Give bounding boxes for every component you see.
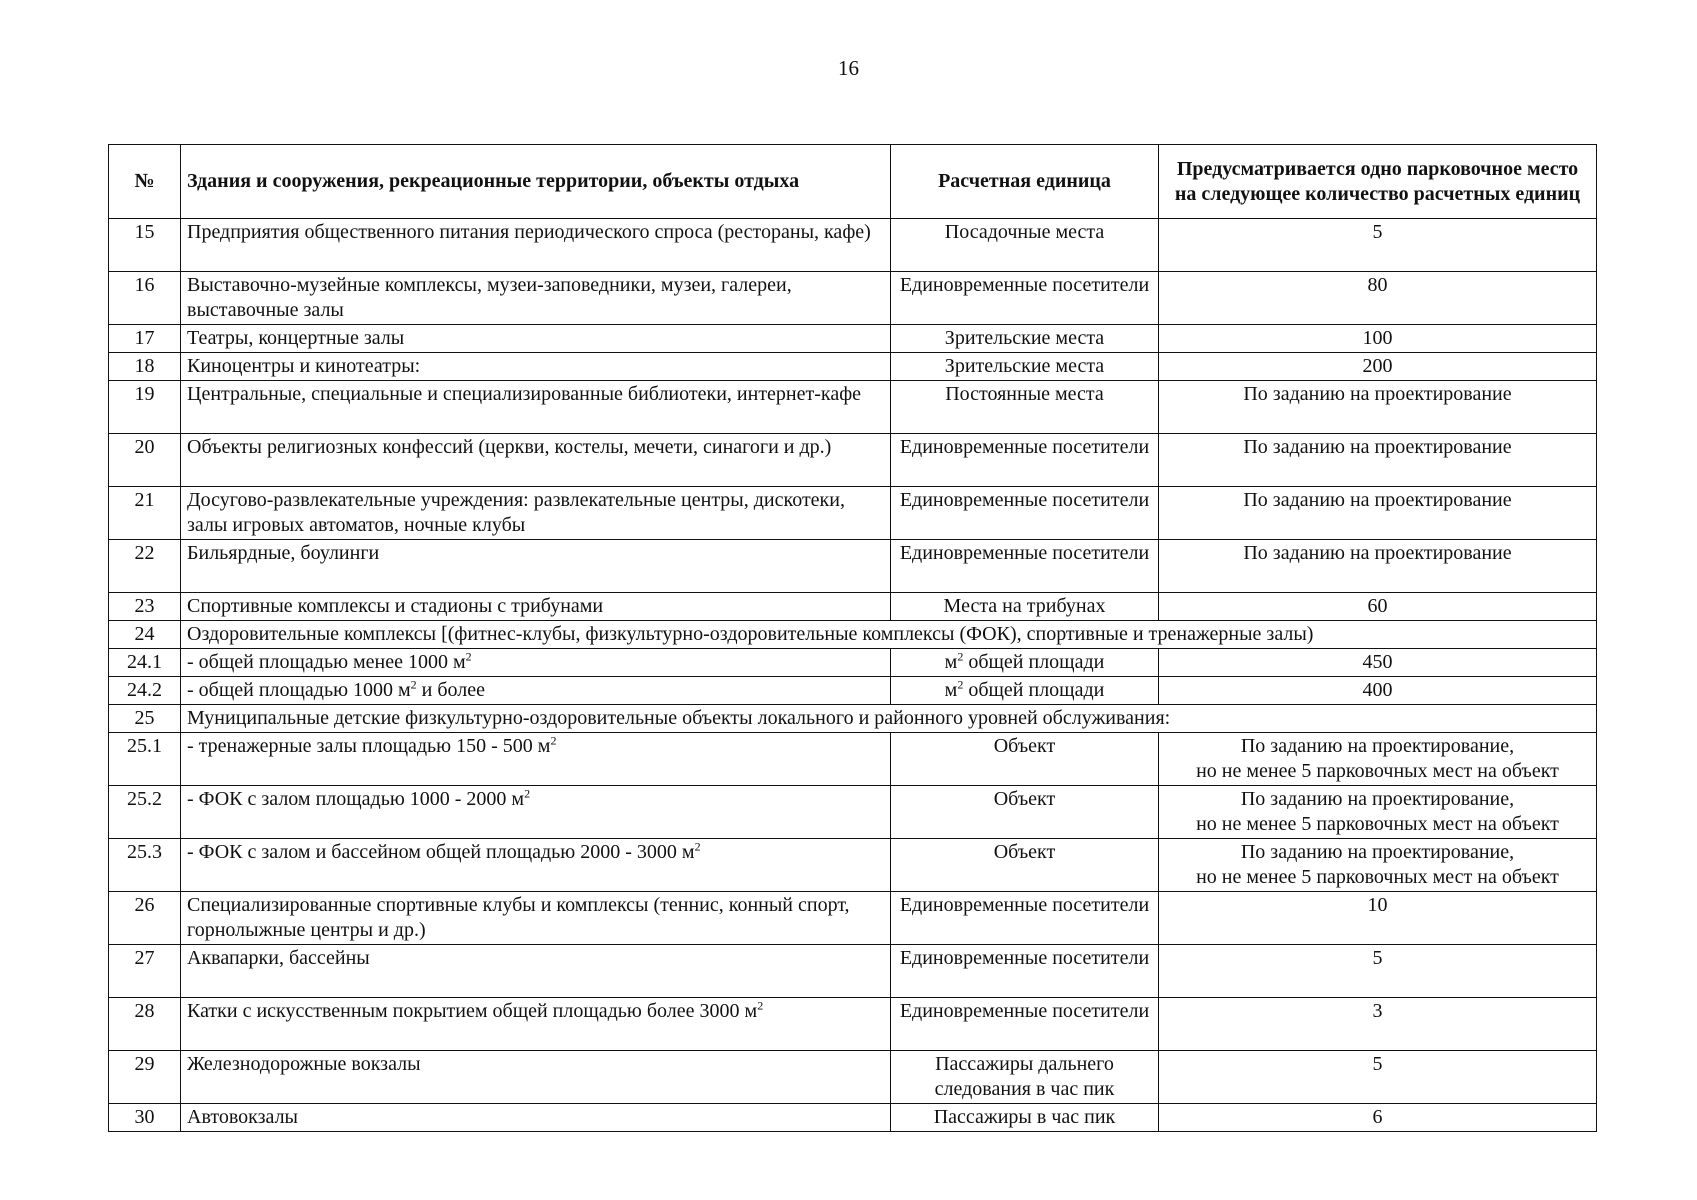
row-quantity: 10: [1367, 894, 1388, 916]
row-name: Досугово-развлекательные учреждения: развлекательные центры, дискотеки, залы игровых автоматов, ночные клубы: [187, 489, 845, 536]
row-number-cell: [109, 487, 181, 540]
row-number: 20: [134, 436, 155, 458]
row-unit: м: [944, 679, 958, 701]
row-unit-rest: общей площади: [963, 651, 1105, 673]
row-number: 29: [134, 1053, 155, 1075]
row-unit-cell: [891, 649, 1159, 677]
row-unit-cell: [891, 434, 1159, 487]
row-number: 24.2: [127, 679, 162, 701]
row-quantity-cell: [1159, 786, 1597, 839]
row-name: - общей площадью 1000 м: [187, 679, 411, 701]
row-name-cell: [181, 219, 891, 272]
row-name-cell: [181, 487, 891, 540]
row-unit: Единовременные посетители: [899, 1000, 1150, 1022]
row-number-cell: [109, 677, 181, 705]
row-number-cell: [109, 621, 181, 649]
row-number-cell: [109, 786, 181, 839]
row-quantity: 100: [1362, 327, 1393, 349]
row-quantity-cell: [1159, 998, 1597, 1051]
row-quantity: По заданию на проектирование: [1243, 383, 1512, 405]
header-name: Здания и сооружения, рекреационные территории, объекты отдыха: [181, 145, 891, 219]
parking-norms-table: [108, 144, 1597, 1132]
header-num: №: [109, 145, 181, 219]
row-quantity-cell: [1159, 540, 1597, 593]
row-unit-cell: [891, 540, 1159, 593]
row-number-cell: [109, 998, 181, 1051]
row-name-cell: [181, 649, 891, 677]
row-number-cell: [109, 272, 181, 325]
row-number-cell: [109, 839, 181, 892]
row-quantity: 60: [1367, 595, 1388, 617]
row-name: Предприятия общественного питания периодического спроса (рестораны, кафе): [187, 221, 871, 243]
row-unit-superscript: 2: [957, 649, 964, 664]
row-unit-cell: [891, 892, 1159, 945]
row-number-cell: [109, 540, 181, 593]
table-body: [109, 219, 1597, 1132]
row-name-cell: [181, 733, 891, 786]
row-name-cell: [181, 1051, 891, 1104]
row-unit: Пассажиры в час пик: [933, 1106, 1116, 1128]
row-unit-cell: [891, 733, 1159, 786]
row-quantity: 5: [1372, 947, 1383, 969]
row-name-cell: [181, 998, 891, 1051]
row-name: - тренажерные залы площадью 150 - 500 м: [187, 735, 551, 757]
row-unit: Единовременные посетители: [899, 894, 1150, 916]
row-unit-superscript: 2: [957, 677, 964, 692]
row-name-cell: [181, 381, 891, 434]
row-number: 25.3: [127, 841, 162, 863]
row-quantity-cell: [1159, 1051, 1597, 1104]
row-number-cell: [109, 219, 181, 272]
row-quantity-cell: [1159, 381, 1597, 434]
table-row: [109, 998, 1597, 1051]
row-name: - ФОК с залом площадью 1000 - 2000 м: [187, 788, 525, 810]
row-name-cell: [181, 621, 1597, 649]
row-unit-cell: [891, 1104, 1159, 1132]
row-unit: Единовременные посетители: [899, 274, 1150, 296]
row-quantity-cell: [1159, 649, 1597, 677]
row-number-cell: [109, 593, 181, 621]
row-number: 21: [134, 489, 155, 511]
table-row: [109, 1051, 1597, 1104]
row-unit: Объект: [993, 735, 1056, 757]
row-quantity-cell: [1159, 945, 1597, 998]
row-number: 18: [134, 355, 155, 377]
row-number: 15: [134, 221, 155, 243]
row-number-cell: [109, 381, 181, 434]
row-unit-cell: [891, 219, 1159, 272]
row-unit-cell: [891, 272, 1159, 325]
row-unit-cell: [891, 945, 1159, 998]
row-name-cell: [181, 434, 891, 487]
row-name: Киноцентры и кинотеатры:: [187, 355, 421, 377]
row-quantity-note: но не менее 5 парковочных мест на объект: [1196, 760, 1559, 782]
row-name-cell: [181, 353, 891, 381]
table-row: [109, 434, 1597, 487]
row-number: 25.1: [127, 735, 162, 757]
header-unit: Расчетная единица: [891, 145, 1159, 219]
table-row: [109, 839, 1597, 892]
row-number: 25.2: [127, 788, 162, 810]
row-unit: Зрительские места: [944, 327, 1105, 349]
row-quantity: По заданию на проектирование,: [1240, 841, 1515, 863]
row-number: 23: [134, 595, 155, 617]
row-name-cell: [181, 786, 891, 839]
row-quantity-cell: [1159, 593, 1597, 621]
header-qty: Предусматривается одно парковочное место на следующее количество расчетных единиц: [1159, 145, 1597, 219]
row-unit-cell: [891, 786, 1159, 839]
row-quantity-cell: [1159, 325, 1597, 353]
row-quantity-cell: [1159, 487, 1597, 540]
row-name: Автовокзалы: [187, 1106, 298, 1128]
table-row: [109, 381, 1597, 434]
row-name-superscript: 2: [757, 998, 764, 1013]
row-number: 25: [134, 707, 155, 729]
row-quantity-cell: [1159, 839, 1597, 892]
row-unit: Места на трибунах: [943, 595, 1106, 617]
row-unit: Объект: [993, 841, 1056, 863]
row-name-superscript: 2: [465, 649, 472, 664]
row-name-superscript: 2: [410, 677, 417, 692]
row-unit-cell: [891, 998, 1159, 1051]
row-unit-rest: общей площади: [963, 679, 1105, 701]
table-row: [109, 487, 1597, 540]
table-row: [109, 649, 1597, 677]
row-name-rest: и более: [416, 679, 486, 701]
row-name: Выставочно-музейные комплексы, музеи-заповедники, музеи, галереи, выставочные залы: [187, 274, 792, 321]
row-number: 26: [134, 894, 155, 916]
row-quantity: По заданию на проектирование,: [1240, 735, 1515, 757]
table-row: [109, 677, 1597, 705]
row-name: Специализированные спортивные клубы и комплексы (теннис, конный спорт, горнолыжные центры и др.): [187, 894, 850, 941]
row-quantity: По заданию на проектирование,: [1240, 788, 1515, 810]
row-name-cell: [181, 272, 891, 325]
row-name-cell: [181, 892, 891, 945]
row-unit: Единовременные посетители: [899, 436, 1150, 458]
row-quantity-cell: [1159, 1104, 1597, 1132]
table-row: [109, 272, 1597, 325]
row-number: 24.1: [127, 651, 162, 673]
row-number-cell: [109, 649, 181, 677]
row-unit-cell: [891, 353, 1159, 381]
table-row: [109, 540, 1597, 593]
table-row: [109, 219, 1597, 272]
table-row: [109, 705, 1597, 733]
row-unit-cell: [891, 325, 1159, 353]
row-quantity: 200: [1362, 355, 1393, 377]
row-name-cell: [181, 705, 1597, 733]
table-row: [109, 786, 1597, 839]
row-number-cell: [109, 353, 181, 381]
row-unit: Постоянные места: [945, 383, 1104, 405]
row-number-cell: [109, 1104, 181, 1132]
table-row: [109, 353, 1597, 381]
row-name: Спортивные комплексы и стадионы с трибунами: [187, 595, 604, 617]
row-name: - общей площадью менее 1000 м: [187, 651, 466, 673]
row-quantity: По заданию на проектирование: [1243, 542, 1512, 564]
row-unit: Зрительские места: [944, 355, 1105, 377]
row-name: Аквапарки, бассейны: [187, 947, 370, 969]
row-number-cell: [109, 945, 181, 998]
table-row: [109, 621, 1597, 649]
row-name-cell: [181, 325, 891, 353]
row-name: Муниципальные детские физкультурно-оздоровительные объекты локального и районного уровней обслуживания:: [187, 707, 1171, 729]
row-quantity-cell: [1159, 892, 1597, 945]
row-quantity-cell: [1159, 272, 1597, 325]
row-name: Бильярдные, боулинги: [187, 542, 380, 564]
row-unit-cell: [891, 677, 1159, 705]
row-unit: Единовременные посетители: [899, 542, 1150, 564]
row-name-superscript: 2: [550, 733, 557, 748]
row-number: 17: [134, 327, 155, 349]
row-name-superscript: 2: [524, 786, 531, 801]
row-unit: Посадочные места: [944, 221, 1105, 243]
row-number: 27: [134, 947, 155, 969]
row-unit: Объект: [993, 788, 1056, 810]
row-name-cell: [181, 677, 891, 705]
page-number: 16: [838, 56, 859, 80]
row-quantity: 450: [1362, 651, 1393, 673]
table-row: [109, 892, 1597, 945]
row-quantity: 5: [1372, 1053, 1383, 1075]
row-number-cell: [109, 325, 181, 353]
row-quantity-note: но не менее 5 парковочных мест на объект: [1196, 866, 1559, 888]
row-name-superscript: 2: [694, 839, 701, 854]
row-number: 16: [134, 274, 155, 296]
row-unit-cell: [891, 1051, 1159, 1104]
row-quantity: По заданию на проектирование: [1243, 436, 1512, 458]
table-row: [109, 945, 1597, 998]
row-name: Катки с искусственным покрытием общей площадью более 3000 м: [187, 1000, 758, 1022]
row-name-cell: [181, 540, 891, 593]
table-row: [109, 733, 1597, 786]
row-quantity-cell: [1159, 219, 1597, 272]
row-quantity-note: но не менее 5 парковочных мест на объект: [1196, 813, 1559, 835]
table-row: [109, 1104, 1597, 1132]
table-row: [109, 593, 1597, 621]
row-name-cell: [181, 593, 891, 621]
row-number-cell: [109, 733, 181, 786]
row-number: 24: [134, 623, 155, 645]
row-quantity: 400: [1362, 679, 1393, 701]
row-quantity-cell: [1159, 434, 1597, 487]
row-name: Железнодорожные вокзалы: [187, 1053, 421, 1075]
row-quantity: 5: [1372, 221, 1383, 243]
row-number-cell: [109, 434, 181, 487]
row-unit-cell: [891, 593, 1159, 621]
row-name: Объекты религиозных конфессий (церкви, костелы, мечети, синагоги и др.): [187, 436, 832, 458]
row-unit: м: [944, 651, 958, 673]
row-quantity-cell: [1159, 353, 1597, 381]
row-number-cell: [109, 1051, 181, 1104]
row-name: Оздоровительные комплексы [(фитнес-клубы, физкультурно-оздоровительные комплексы (ФОК), спортивные и тренажерные залы): [187, 623, 1314, 645]
row-quantity-cell: [1159, 733, 1597, 786]
row-name: Театры, концертные залы: [187, 327, 405, 349]
row-unit-cell: [891, 839, 1159, 892]
row-quantity: По заданию на проектирование: [1243, 489, 1512, 511]
row-number: 22: [134, 542, 155, 564]
row-unit-cell: [891, 381, 1159, 434]
row-number: 19: [134, 383, 155, 405]
row-name-cell: [181, 1104, 891, 1132]
row-unit-cell: [891, 487, 1159, 540]
row-number: 28: [134, 1000, 155, 1022]
row-unit: Единовременные посетители: [899, 947, 1150, 969]
row-quantity: 3: [1372, 1000, 1383, 1022]
table-header-row: [109, 145, 1597, 219]
row-unit: Пассажиры дальнего следования в час пик: [934, 1053, 1115, 1100]
row-name-cell: [181, 945, 891, 998]
row-quantity-cell: [1159, 677, 1597, 705]
table-row: [109, 325, 1597, 353]
row-quantity: 6: [1372, 1106, 1383, 1128]
row-name-cell: [181, 839, 891, 892]
row-unit: Единовременные посетители: [899, 489, 1150, 511]
row-number: 30: [134, 1106, 155, 1128]
row-number-cell: [109, 705, 181, 733]
row-quantity: 80: [1367, 274, 1388, 296]
row-name: - ФОК с залом и бассейном общей площадью 2000 - 3000 м: [187, 841, 695, 863]
row-name: Центральные, специальные и специализированные библиотеки, интернет-кафе: [187, 383, 862, 405]
row-number-cell: [109, 892, 181, 945]
